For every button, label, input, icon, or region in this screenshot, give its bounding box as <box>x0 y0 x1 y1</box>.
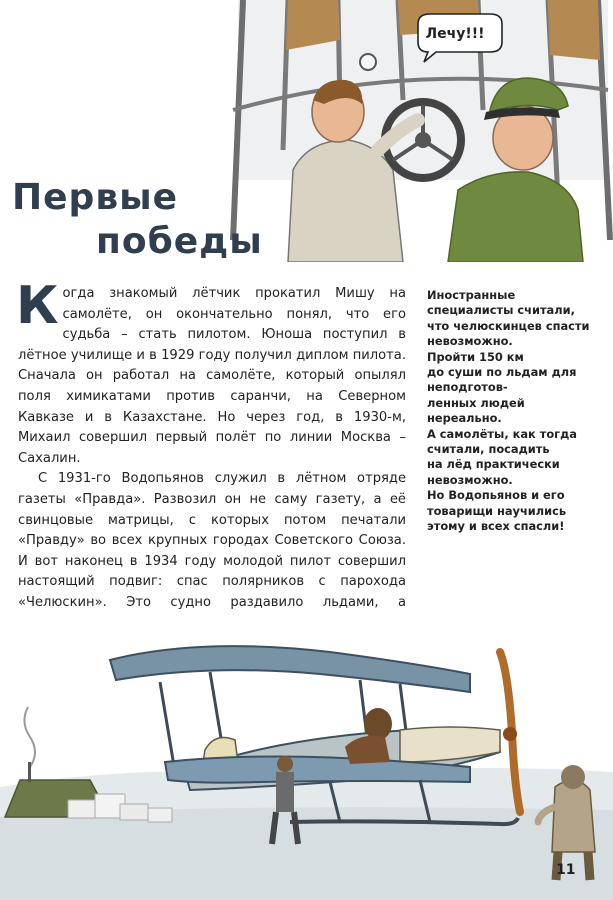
title-line-1: Первые <box>12 177 179 218</box>
paragraph-2: С 1931-го Водопьянов служил в лётном отряде газеты «Правда». Развозил он не саму газету, а её свинцовые матрицы, с которых потом печатали «Правду» во всех крупных городах Советского Союза. И вот наконец в 1934 году молодой пилот совершил настоящий подвиг: спас полярников с парохода «Челюскин». Это судно раздавило льдами, а <box>18 471 406 610</box>
title-line-2: победы <box>96 221 263 262</box>
sidebar-line: Пройти 150 км <box>427 349 524 364</box>
sidebar-line: Иностранные <box>427 288 516 302</box>
drop-cap: К <box>16 276 59 336</box>
sidebar-note <box>427 288 609 535</box>
sidebar-line: специалисты считали, <box>427 303 575 318</box>
sidebar-line: что челюскинцев спасти <box>427 318 590 333</box>
sidebar-line: товарищи научились <box>427 503 567 518</box>
sidebar-line: А самолёты, как тогда <box>427 426 577 441</box>
sidebar-line: этому и всех спасли! <box>427 519 565 534</box>
sidebar-line: считали, посадить <box>427 442 550 457</box>
sidebar-line: до суши по льдам для <box>427 365 577 380</box>
page-number: 11 <box>556 862 576 878</box>
biplane-illustration <box>0 612 613 900</box>
sidebar-line: ленных людей <box>427 395 525 410</box>
speech-bubble-text: Лечу!!! <box>425 26 485 42</box>
sidebar-line: неподготов- <box>427 380 508 395</box>
page-title <box>12 176 263 264</box>
sidebar-line: на лёд практически <box>427 457 560 472</box>
sidebar-line: невозможно. <box>427 472 513 487</box>
sidebar-line: невозможно. <box>427 334 513 349</box>
sidebar-line: Но Водопьянов и его <box>427 488 565 503</box>
paragraph-1 <box>16 276 406 469</box>
paragraph-1-text: огда знакомый лётчик прокатил Мишу на самолёте, он окончательно понял, что его судьба – стать пилотом. Юноша поступил в лётное училище и в 1929 году получил диплом пилота. Сначала он работал на самолёте, который опылял поля химикатами против саранчи, на Северном Кавказе и в Казахстане. Но через год, в 1930-м, Михаил совершил первый полёт по линии Москва – Сахалин. <box>18 286 406 466</box>
sidebar-line: нереально. <box>427 411 502 426</box>
